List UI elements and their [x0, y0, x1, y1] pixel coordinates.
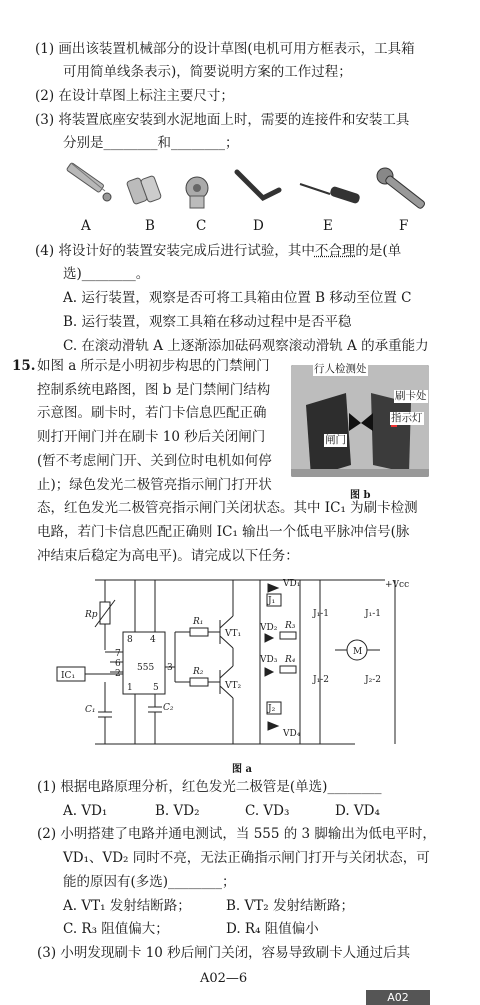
expansion-bolt-icon [66, 162, 111, 201]
q15-sub1-opt-b: B. VD₂ [155, 803, 200, 819]
tool-label-f: F [399, 218, 409, 234]
figb-label-detect: 行人检测处 [314, 363, 367, 375]
q15-sub2-opt-b: B. VT₂ 发射结断路； [226, 898, 354, 914]
q15-sub2-line2: VD₁、VD₂ 同时不亮，无法正确指示闸门打开与关闭状态，可 [63, 850, 430, 866]
rp-label: Rp [85, 610, 98, 620]
tool-label-b: B [145, 218, 155, 234]
q15-sub1-opt-a: A. VD₁ [63, 803, 108, 819]
r2-label: R₂ [193, 667, 204, 677]
q15-para-line3: 示意图。刷卡时，若门卡信息匹配正确 [37, 405, 267, 421]
figa-caption: 图 a [232, 764, 252, 775]
ic1-label: IC₁ [61, 671, 76, 681]
nuts-icon [126, 175, 161, 204]
figb-label-led: 指示灯 [391, 412, 423, 424]
j22-label: J₂-2 [365, 675, 381, 685]
pin-4: 4 [150, 635, 156, 645]
q14-sub1-line1: (1) 画出该装置机械部分的设计草图(电机可用方框表示，工具箱 [35, 41, 415, 57]
q14-option-b: B. 运行装置，观察工具箱在移动过程中是否平稳 [63, 314, 352, 330]
q15-para-line1: 如图 a 所示是小明初步构思的门禁闸门 [37, 358, 270, 374]
c2-label: C₂ [163, 703, 174, 713]
q14-option-c: C. 在滚动滑轨 A 上逐渐添加砝码观察滚动滑轨 A 的承重能力 [63, 338, 429, 354]
tool-label-a: A [81, 218, 91, 234]
r1-label: R₁ [193, 617, 204, 627]
q14-option-a: A. 运行装置，观察是否可将工具箱由位置 B 移动至位置 C [63, 290, 412, 306]
bolt-icon [186, 177, 208, 208]
q15-sub1: (1) 根据电路原理分析，红色发光二极管是(单选)________ [37, 779, 382, 795]
j1-label: J₁ [268, 596, 276, 606]
q15-sub2-opt-c: C. R₃ 阻值偏大； [63, 921, 169, 937]
q15-sub2-line1: (2) 小明搭建了电路并通电测试，当 555 的 3 脚输出为低电平时， [37, 826, 436, 842]
tools-row [55, 158, 445, 218]
q14-sub3-line1: (3) 将装置底座安装到水泥地面上时，需要的连接件和安装工具 [35, 112, 410, 128]
pin-6: 6 [115, 659, 121, 669]
screwdriver-icon [300, 184, 361, 204]
figb-label-swipe: 刷卡处 [395, 390, 427, 402]
figb-caption: 图 b [350, 490, 371, 501]
q14-sub4-emphasis: 不合理 [314, 243, 356, 259]
c1-label: C₁ [85, 705, 96, 715]
q15-sub2-opt-a: A. VT₁ 发射结断路； [63, 898, 191, 914]
tool-label-c: C [196, 218, 207, 234]
motor-label: M [353, 647, 363, 657]
figb-label-gate: 闸门 [325, 434, 346, 446]
q15-para-line8: 电路，若门卡信息匹配正确则 IC₁ 输出一个低电平脉冲信号(脉 [37, 524, 410, 540]
vd1-label: VD₁ [283, 579, 301, 589]
q15-para-line4: 则打开闸门并在刷卡 10 秒后关闭闸门 [37, 429, 266, 445]
r3-label: R₃ [285, 621, 296, 631]
q15-sub2-opt-d: D. R₄ 阻值偏小 [226, 921, 319, 937]
q15-para-line7: 态，红色发光二极管亮指示闸门关闭状态。其中 IC₁ 为刷卡检测 [37, 500, 418, 516]
q15-sub2-line3: 能的原因有(多选)________； [63, 874, 236, 890]
q15-para-line2: 控制系统电路图，图 b 是门禁闸门结构 [37, 382, 271, 398]
page-number: A02—6 [200, 971, 248, 986]
q14-sub4-post: 的是(单 [355, 243, 402, 259]
page-badge: A02 [366, 990, 430, 1005]
q15-para-line5: (暂不考虑闸门开、关到位时电机如何停 [37, 453, 272, 469]
q15-sub1-opt-d: D. VD₄ [335, 803, 380, 819]
q14-sub3-line2: 分别是________和________； [63, 135, 239, 151]
j12-label: J₁-2 [313, 675, 329, 685]
q15-para-line9: 冲结束后稳定为高电平)。请完成以下任务： [37, 548, 299, 564]
vt2-label: VT₂ [225, 681, 242, 691]
vt1-label: VT₁ [225, 629, 242, 639]
vd4-label: VD₄ [283, 729, 301, 739]
q14-sub4-pre: (4) 将设计好的装置安装完成后进行试验，其中 [35, 243, 315, 259]
r4-label: R₄ [285, 655, 296, 665]
pin-1: 1 [127, 683, 133, 693]
vd3-label: VD₃ [260, 655, 278, 665]
tool-label-d: D [253, 218, 264, 234]
q14-sub1-line2: 可用简单线条表示)，简要说明方案的工作过程； [63, 64, 352, 80]
pin-7: 7 [115, 649, 121, 659]
pin-3: 3 [167, 663, 173, 673]
vcc-label: +Vcc [385, 580, 410, 590]
j11-label: J₁-1 [313, 609, 329, 619]
q15-sub3-line1: (3) 小明发现刷卡 10 秒后闸门关闭，容易导致刷卡人通过后其 [37, 945, 411, 961]
q14-sub2: (2) 在设计草图上标注主要尺寸； [35, 88, 234, 104]
circuit-diagram [55, 572, 425, 757]
pin-8: 8 [127, 635, 133, 645]
j2-label: J₂ [268, 704, 276, 714]
q15-sub1-opt-c: C. VD₃ [245, 803, 290, 819]
vd2-label: VD₂ [260, 623, 278, 633]
q14-sub4-line1 [35, 242, 401, 260]
q15-para-line6: 止)；绿色发光二极管亮指示闸门打开状 [37, 477, 272, 493]
tool-label-e: E [323, 218, 333, 234]
q14-sub4-line2: 选)________。 [63, 266, 150, 282]
chip-label: 555 [137, 663, 155, 673]
pin-5: 5 [153, 683, 159, 693]
pin-2: 2 [115, 669, 121, 679]
q15-number: 15. [12, 358, 36, 374]
j11b-label: J₁-1 [365, 609, 381, 619]
hex-key-icon [237, 172, 279, 198]
wrench-icon [377, 168, 426, 209]
